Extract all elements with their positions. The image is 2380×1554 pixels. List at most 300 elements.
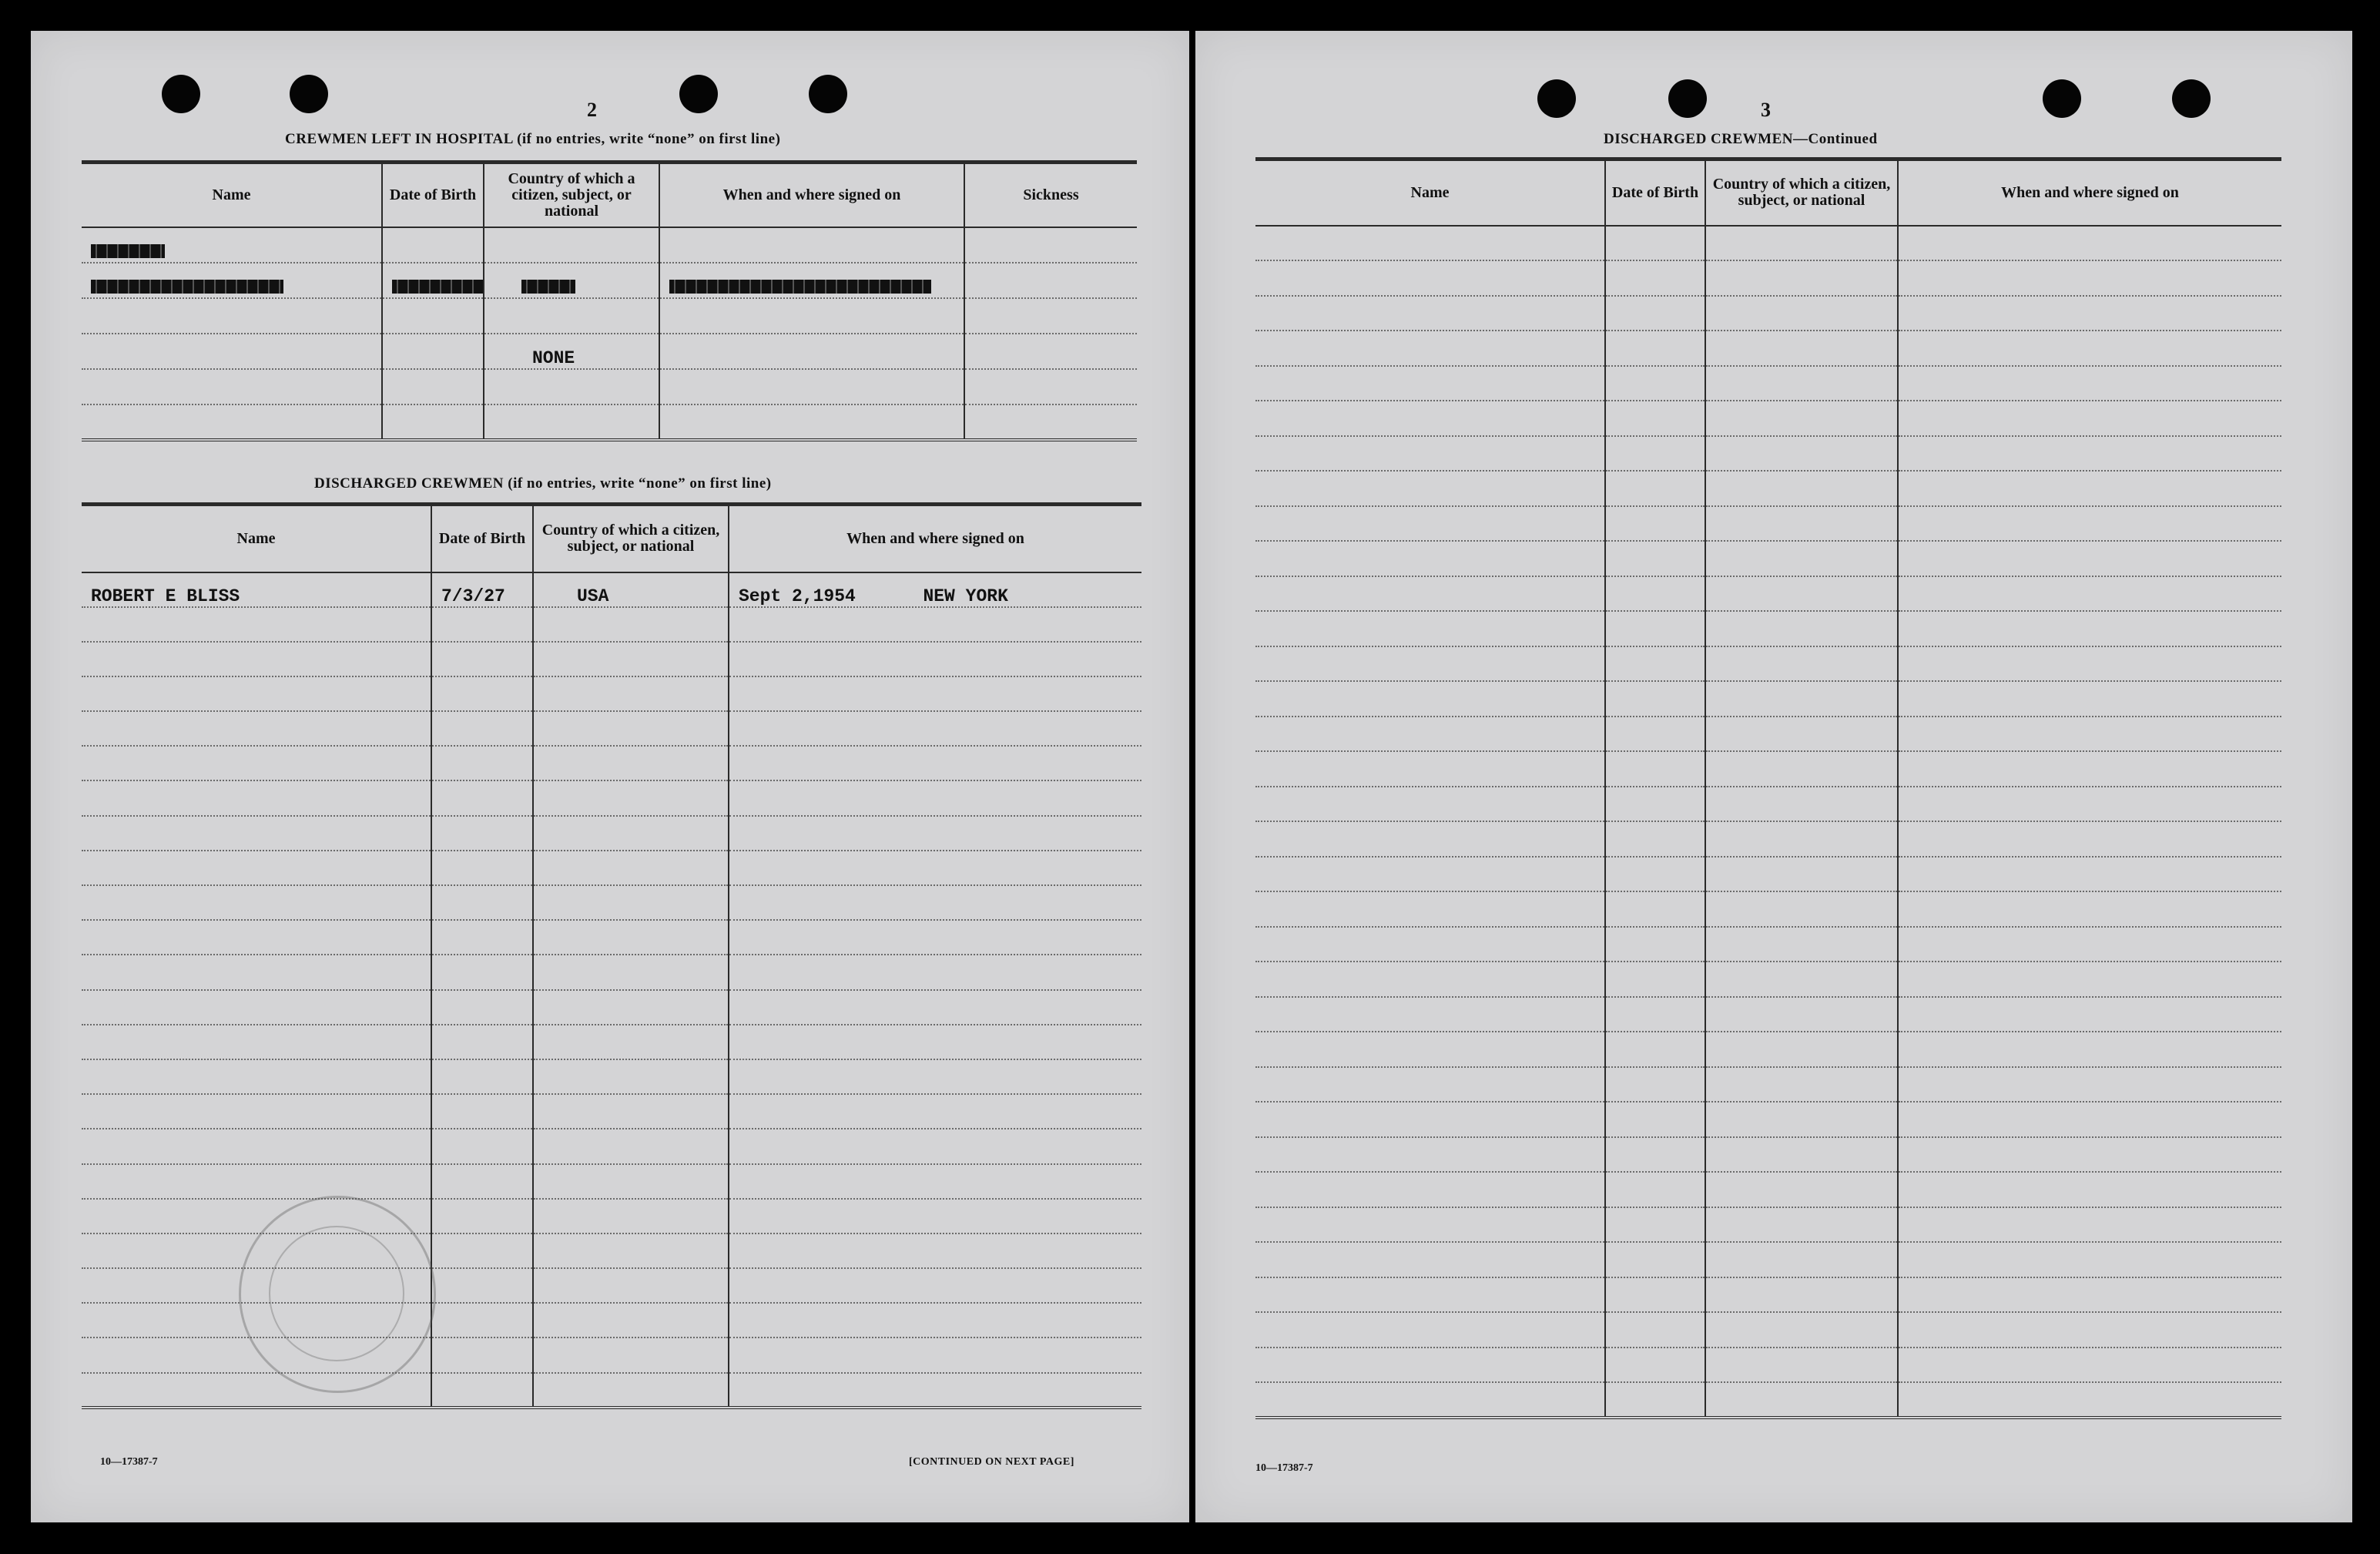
blank-cell	[82, 642, 431, 676]
redacted-name	[82, 227, 382, 263]
blank-cell	[1898, 997, 2281, 1032]
blank-cell	[82, 711, 431, 746]
blank-cell	[729, 1233, 1141, 1268]
blank-cell	[1705, 1172, 1898, 1207]
punch-hole	[162, 75, 200, 113]
blank-cell	[1605, 576, 1705, 612]
blank-cell	[729, 1338, 1141, 1372]
blank-cell	[1705, 997, 1898, 1032]
blank-cell	[533, 955, 729, 989]
blank-cell	[1705, 1102, 1898, 1137]
blank-cell	[431, 851, 533, 885]
blank-cell	[1898, 471, 2281, 506]
punch-hole	[1537, 79, 1576, 118]
blank-cell	[1605, 857, 1705, 892]
blank-cell	[1898, 1032, 2281, 1067]
blank-cell	[1255, 1102, 1605, 1137]
table-row	[82, 1373, 1141, 1408]
crewman-country: USA	[533, 572, 729, 607]
table-row	[82, 816, 1141, 851]
column-header-country: Country of which a citizen, subject, or national	[484, 163, 659, 227]
column-header-name: Name	[82, 505, 431, 572]
faded-stamp	[239, 1196, 436, 1393]
table-row	[1255, 331, 2281, 366]
blank-cell	[533, 816, 729, 851]
blank-cell	[1898, 821, 2281, 857]
blank-cell	[729, 1268, 1141, 1303]
blank-cell	[533, 1338, 729, 1372]
crewman-name: ROBERT E BLISS	[82, 572, 431, 607]
blank-cell	[1898, 226, 2281, 261]
table-row	[1255, 787, 2281, 822]
blank-cell	[1255, 681, 1605, 717]
blank-cell	[1705, 611, 1898, 646]
table-row	[82, 1059, 1141, 1094]
blank-cell	[1705, 787, 1898, 822]
blank-cell	[1605, 1382, 1705, 1418]
right-page	[1195, 31, 2352, 1522]
redacted-signed-on	[659, 263, 964, 298]
blank-cell	[1255, 891, 1605, 927]
table-row	[82, 1094, 1141, 1129]
blank-cell	[1605, 1207, 1705, 1243]
table-row	[1255, 401, 2281, 436]
crewman-signed-on	[729, 572, 1141, 607]
blank-cell	[1898, 576, 2281, 612]
blank-cell	[1605, 751, 1705, 787]
blank-cell	[1605, 1102, 1705, 1137]
table-row	[1255, 226, 2281, 261]
signed-on-place: NEW YORK	[923, 586, 1008, 606]
blank-cell	[431, 1338, 533, 1372]
table-row	[1255, 1102, 2281, 1137]
blank-cell	[1255, 331, 1605, 366]
blank-cell	[1705, 436, 1898, 472]
blank-cell	[1705, 331, 1898, 366]
blank-cell	[1705, 260, 1898, 296]
column-header-country: Country of which a citizen, subject, or national	[533, 505, 729, 572]
blank-cell	[1705, 1067, 1898, 1103]
table-row	[1255, 962, 2281, 997]
blank-cell	[1898, 927, 2281, 962]
blank-cell	[1605, 331, 1705, 366]
blank-cell	[1605, 541, 1705, 576]
table-row	[1255, 857, 2281, 892]
blank-cell	[533, 1059, 729, 1094]
table-row	[82, 607, 1141, 642]
blank-cell	[1605, 506, 1705, 542]
blank-cell	[729, 676, 1141, 711]
blank-cell	[1898, 1242, 2281, 1277]
punch-hole	[2043, 79, 2081, 118]
table-row	[1255, 1172, 2281, 1207]
blank-cell	[431, 1233, 533, 1268]
blank-cell	[1255, 1137, 1605, 1173]
blank-cell	[729, 1094, 1141, 1129]
blank-cell	[729, 885, 1141, 920]
blank-cell	[1605, 1277, 1705, 1313]
blank-cell	[431, 990, 533, 1025]
blank-cell	[1605, 1032, 1705, 1067]
blank-cell	[729, 642, 1141, 676]
table-row	[82, 263, 1137, 298]
blank-cell	[1705, 821, 1898, 857]
blank-cell	[1705, 962, 1898, 997]
blank-cell	[729, 746, 1141, 780]
table-row	[82, 851, 1141, 885]
table-row	[82, 711, 1141, 746]
blank-cell	[1705, 401, 1898, 436]
blank-cell	[729, 816, 1141, 851]
table-row	[1255, 927, 2281, 962]
blank-cell	[729, 711, 1141, 746]
column-header-name: Name	[82, 163, 382, 227]
table-row	[1255, 506, 2281, 542]
table-row	[1255, 1277, 2281, 1313]
table-row	[1255, 260, 2281, 296]
blank-cell	[1898, 891, 2281, 927]
punch-hole	[2172, 79, 2211, 118]
blank-cell	[1705, 1382, 1898, 1418]
blank-cell	[82, 1094, 431, 1129]
table-row	[1255, 1242, 2281, 1277]
blank-cell	[1605, 681, 1705, 717]
blank-cell	[431, 1164, 533, 1199]
blank-cell	[1705, 366, 1898, 401]
discharged-heading-note: (if no entries, write “none” on first line)	[508, 475, 772, 492]
blank-cell	[729, 1025, 1141, 1059]
blank-cell	[1255, 576, 1605, 612]
blank-cell	[82, 816, 431, 851]
blank-cell	[1255, 436, 1605, 472]
blank-cell	[82, 676, 431, 711]
punch-hole	[809, 75, 847, 113]
blank-cell	[1605, 1348, 1705, 1383]
table-row	[82, 920, 1141, 955]
blank-cell	[1705, 1277, 1898, 1313]
blank-cell	[1898, 331, 2281, 366]
blank-cell	[1255, 611, 1605, 646]
blank-cell	[1705, 1348, 1898, 1383]
table-row	[82, 404, 1137, 440]
blank-cell	[1605, 646, 1705, 682]
blank-cell	[1605, 401, 1705, 436]
blank-cell	[1605, 296, 1705, 331]
blank-cell	[533, 1094, 729, 1129]
hospital-heading-title: CREWMEN LEFT IN HOSPITAL	[285, 131, 513, 147]
blank-cell	[1705, 1242, 1898, 1277]
blank-cell	[729, 920, 1141, 955]
blank-cell	[1898, 717, 2281, 752]
blank-cell	[82, 1129, 431, 1163]
blank-cell	[431, 816, 533, 851]
hospital-none-entry: NONE	[484, 334, 659, 369]
table-row	[1255, 821, 2281, 857]
blank-cell	[1255, 821, 1605, 857]
table-row	[82, 572, 1141, 607]
column-header-dob: Date of Birth	[1605, 159, 1705, 226]
column-header-sickness: Sickness	[964, 163, 1137, 227]
blank-cell	[1705, 1207, 1898, 1243]
blank-cell	[1255, 471, 1605, 506]
blank-cell	[1605, 436, 1705, 472]
blank-cell	[729, 1373, 1141, 1408]
form-code: 10—17387-7	[1255, 1462, 1313, 1474]
table-row	[1255, 436, 2281, 472]
blank-cell	[1255, 1242, 1605, 1277]
blank-cell	[431, 920, 533, 955]
blank-cell	[431, 1129, 533, 1163]
blank-cell	[1255, 296, 1605, 331]
blank-cell	[1898, 1382, 2281, 1418]
discharged-heading	[314, 475, 772, 492]
table-row	[1255, 296, 2281, 331]
blank-cell	[1605, 1137, 1705, 1173]
blank-cell	[1705, 681, 1898, 717]
blank-cell	[533, 1129, 729, 1163]
blank-cell	[1705, 927, 1898, 962]
blank-cell	[431, 1373, 533, 1408]
blank-cell	[1705, 541, 1898, 576]
blank-cell	[431, 780, 533, 815]
blank-cell	[1255, 541, 1605, 576]
blank-cell	[1898, 1067, 2281, 1103]
blank-cell	[82, 990, 431, 1025]
blank-cell	[1898, 751, 2281, 787]
blank-cell	[82, 885, 431, 920]
table-row	[82, 990, 1141, 1025]
table-row	[82, 1199, 1141, 1233]
blank-cell	[533, 642, 729, 676]
blank-cell	[1255, 1172, 1605, 1207]
blank-cell	[1255, 506, 1605, 542]
blank-cell	[533, 885, 729, 920]
column-header-signed-on: When and where signed on	[1898, 159, 2281, 226]
blank-cell	[1898, 857, 2281, 892]
column-header-country: Country of which a citizen, subject, or national	[1705, 159, 1898, 226]
blank-cell	[1255, 962, 1605, 997]
blank-cell	[431, 1059, 533, 1094]
blank-cell	[533, 1025, 729, 1059]
table-row	[82, 1233, 1141, 1268]
blank-cell	[729, 1164, 1141, 1199]
blank-cell	[1898, 962, 2281, 997]
blank-cell	[1705, 646, 1898, 682]
blank-cell	[1705, 296, 1898, 331]
table-row	[82, 746, 1141, 780]
table-row	[82, 227, 1137, 263]
column-header-name: Name	[1255, 159, 1605, 226]
blank-cell	[1255, 366, 1605, 401]
blank-cell	[1255, 1277, 1605, 1313]
blank-cell	[1605, 927, 1705, 962]
blank-cell	[1898, 541, 2281, 576]
blank-cell	[431, 711, 533, 746]
table-row	[1255, 751, 2281, 787]
blank-cell	[431, 642, 533, 676]
blank-cell	[1705, 576, 1898, 612]
blank-cell	[1605, 1067, 1705, 1103]
blank-cell	[1898, 1137, 2281, 1173]
blank-cell	[431, 955, 533, 989]
blank-cell	[533, 920, 729, 955]
redacted-name	[82, 263, 382, 298]
blank-cell	[1605, 997, 1705, 1032]
blank-cell	[431, 676, 533, 711]
table-row	[82, 885, 1141, 920]
blank-cell	[533, 1268, 729, 1303]
blank-cell	[1898, 1102, 2281, 1137]
blank-cell	[1255, 717, 1605, 752]
table-row	[82, 1129, 1141, 1163]
blank-cell	[1705, 1312, 1898, 1348]
blank-cell	[729, 780, 1141, 815]
table-row	[82, 955, 1141, 989]
blank-cell	[533, 1199, 729, 1233]
blank-cell	[533, 780, 729, 815]
page-number: 3	[1761, 99, 1771, 121]
blank-cell	[1255, 1032, 1605, 1067]
blank-cell	[1255, 646, 1605, 682]
table-row	[1255, 541, 2281, 576]
table-row	[1255, 717, 2281, 752]
blank-cell	[1605, 611, 1705, 646]
blank-cell	[1605, 226, 1705, 261]
blank-cell	[1705, 1032, 1898, 1067]
blank-cell	[729, 990, 1141, 1025]
blank-cell	[1605, 1172, 1705, 1207]
blank-cell	[1705, 857, 1898, 892]
blank-cell	[1898, 436, 2281, 472]
punch-hole	[679, 75, 718, 113]
blank-cell	[1705, 506, 1898, 542]
blank-cell	[533, 711, 729, 746]
blank-cell	[1255, 260, 1605, 296]
blank-cell	[729, 851, 1141, 885]
blank-cell	[1255, 857, 1605, 892]
blank-cell	[1898, 1277, 2281, 1313]
table-row	[1255, 1348, 2281, 1383]
blank-cell	[1255, 1067, 1605, 1103]
blank-cell	[1605, 1312, 1705, 1348]
table-row	[82, 1164, 1141, 1199]
signed-on-date: Sept 2,1954	[739, 586, 856, 606]
blank-cell	[1705, 891, 1898, 927]
blank-cell	[1255, 751, 1605, 787]
blank-cell	[729, 607, 1141, 642]
blank-cell	[533, 1373, 729, 1408]
blank-cell	[1255, 787, 1605, 822]
blank-cell	[1705, 226, 1898, 261]
hospital-table	[82, 160, 1137, 441]
blank-cell	[1705, 717, 1898, 752]
blank-cell	[533, 746, 729, 780]
table-row	[1255, 611, 2281, 646]
blank-cell	[1255, 1207, 1605, 1243]
blank-cell	[82, 955, 431, 989]
blank-cell	[1255, 997, 1605, 1032]
table-row	[82, 334, 1137, 369]
table-row	[82, 1338, 1141, 1372]
table-row	[1255, 1382, 2281, 1418]
table-row	[82, 780, 1141, 815]
blank-cell	[431, 1268, 533, 1303]
punch-hole	[1668, 79, 1707, 118]
table-row	[1255, 997, 2281, 1032]
blank-cell	[431, 1025, 533, 1059]
hospital-heading-note: (if no entries, write “none” on first line)	[517, 131, 781, 147]
blank-cell	[533, 990, 729, 1025]
blank-cell	[1605, 891, 1705, 927]
discharged-heading-title: DISCHARGED CREWMEN	[314, 475, 504, 492]
blank-cell	[1898, 646, 2281, 682]
blank-cell	[533, 1164, 729, 1199]
blank-cell	[82, 780, 431, 815]
blank-cell	[431, 1199, 533, 1233]
blank-cell	[729, 1199, 1141, 1233]
table-row	[1255, 1067, 2281, 1103]
blank-cell	[1898, 296, 2281, 331]
column-header-signed-on: When and where signed on	[659, 163, 964, 227]
discharged-continued-table	[1255, 157, 2281, 1419]
discharged-continued-heading: DISCHARGED CREWMEN—Continued	[1604, 131, 1878, 147]
crewman-dob: 7/3/27	[431, 572, 533, 607]
table-row	[82, 642, 1141, 676]
hospital-heading	[285, 131, 780, 148]
blank-cell	[431, 607, 533, 642]
table-row	[82, 298, 1137, 334]
blank-cell	[1255, 1348, 1605, 1383]
table-row	[1255, 646, 2281, 682]
blank-cell	[431, 746, 533, 780]
blank-cell	[1255, 1312, 1605, 1348]
continued-note: [CONTINUED ON NEXT PAGE]	[909, 1456, 1074, 1468]
blank-cell	[1705, 471, 1898, 506]
blank-cell	[1605, 471, 1705, 506]
table-row	[1255, 891, 2281, 927]
blank-cell	[1705, 751, 1898, 787]
blank-cell	[729, 1303, 1141, 1338]
table-row	[1255, 576, 2281, 612]
blank-cell	[1255, 226, 1605, 261]
blank-cell	[1898, 260, 2281, 296]
blank-cell	[1898, 401, 2281, 436]
redacted-country	[484, 263, 659, 298]
blank-cell	[1898, 1312, 2281, 1348]
table-row	[1255, 366, 2281, 401]
column-header-signed-on: When and where signed on	[729, 505, 1141, 572]
table-row	[1255, 1207, 2281, 1243]
blank-cell	[82, 1059, 431, 1094]
table-row	[1255, 1137, 2281, 1173]
blank-cell	[82, 746, 431, 780]
blank-cell	[533, 1233, 729, 1268]
blank-cell	[82, 1164, 431, 1199]
blank-cell	[431, 885, 533, 920]
blank-cell	[1898, 787, 2281, 822]
blank-cell	[1255, 927, 1605, 962]
table-row	[82, 676, 1141, 711]
blank-cell	[533, 676, 729, 711]
blank-cell	[82, 607, 431, 642]
blank-cell	[1605, 821, 1705, 857]
blank-cell	[1605, 366, 1705, 401]
blank-cell	[1898, 506, 2281, 542]
column-header-dob: Date of Birth	[431, 505, 533, 572]
blank-cell	[1255, 401, 1605, 436]
blank-cell	[533, 1303, 729, 1338]
blank-cell	[1605, 787, 1705, 822]
